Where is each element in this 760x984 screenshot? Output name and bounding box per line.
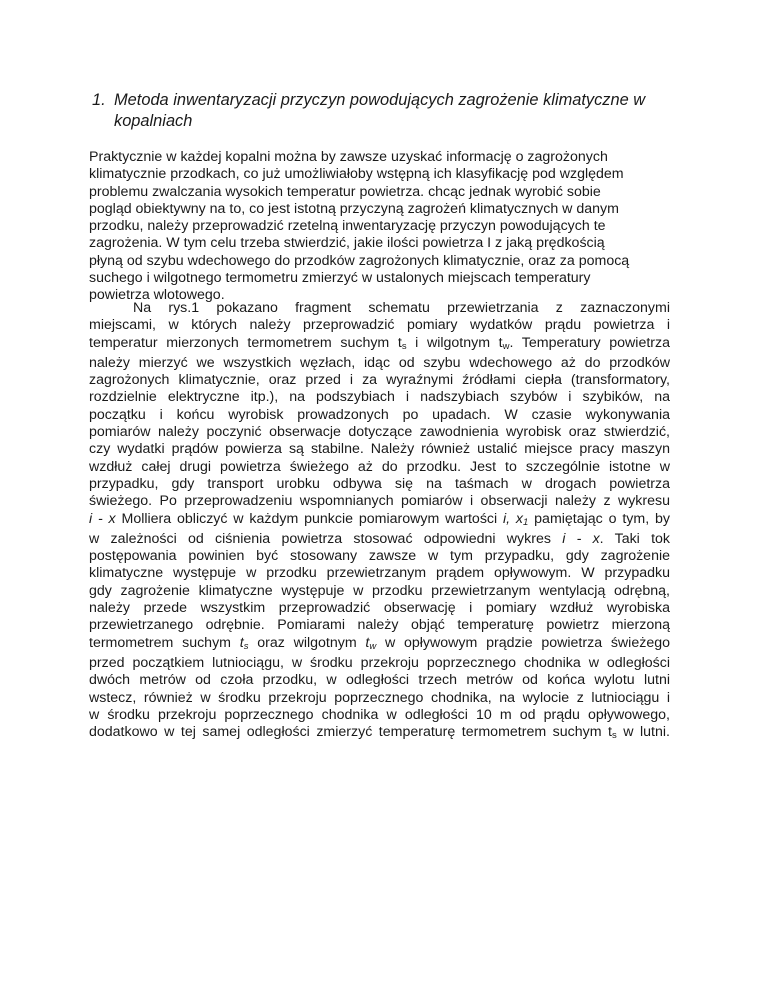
p2-line: należy przede wszystkim przeprowadzić obserwację i pomiary wzdłuż wyrobiska — [89, 600, 670, 617]
p2-line: termometrem suchym $t_s$ oraz wilgotnym $t_w$ w opływowym prądzie powietrza świeżego — [89, 634, 670, 652]
paragraph-1 — [89, 149, 670, 305]
p2-line: należy mierzyć we wszystkich węzłach, idąc od szybu wdechowego aż do przodków — [89, 354, 670, 371]
p2-line: rozdzielnie elektryczne itp.), na podszybiach i nadszybiach szybów i szybików, na — [89, 389, 670, 406]
p2-line: wstecz, również w środku przekroju poprzecznego chodnika, na wylocie z lutniociągu i — [89, 689, 670, 706]
p1-line: Praktycznie w każdej kopalni można by zawsze uzyskać informację o zagrożonych — [89, 149, 608, 165]
p2-line: czy wydatki prądów powierza są stabilne. Należy również ustalić miejsce pracy maszyn — [89, 441, 670, 458]
p2-line: gdy zagrożenie klimatyczne występuje w przodku przewietrzanym wentylacją odrębną, — [89, 582, 670, 599]
p2-line: klimatyczne występuje w przodku przewietrzanym prądem opływowym. W przypadku — [89, 565, 670, 582]
section-heading — [92, 90, 672, 132]
p2-line: początku i końcu wyrobisk prowadzonych po upadach. W czasie wykonywania — [89, 406, 670, 423]
p2-line: wzdłuż całej drugi powietrza świeżego aż do przodku. Jest to szczególnie istotne w — [89, 458, 670, 475]
p2-line: zagrożonych klimatycznie, oraz przed i za wyraźnymi źródłami ciepła (transformatory, — [89, 372, 670, 389]
p1-line: pogląd obiektywny na to, co jest istotną przyczyną zagrożeń klimatycznych w danym — [89, 200, 619, 217]
p2-line: dwóch metrów od czoła przodku, w odległości trzech metrów od końca wylotu lutni — [89, 672, 670, 689]
p1-line: suchego i wilgotnego termometru zmierzyć w ustalonych miejscach temperatury — [89, 270, 591, 287]
p1-line: klimatycznie przodkach, co już umożliwiałoby wstępną ich klasyfikację pod względem — [89, 166, 624, 183]
p2-line: w środku przekroju poprzecznego chodnika w odległości 10 m od prądu opływowego, — [89, 706, 670, 723]
p2-line: postępowania powinien być stosowany zawsze w tym przypadku, gdy zagrożenie — [89, 548, 670, 565]
section-title: Metoda inwentaryzacji przyczyn powodujących zagrożenie klimatyczne w kopalniach — [114, 91, 646, 130]
p2-line: przypadku, gdy transport urobku odbywa się na taśmach w drogach powietrza — [89, 475, 670, 492]
p2-line: dodatkowo w tej samej odległości zmierzyć temperaturę termometrem suchym $t_s$ w lutni. — [89, 724, 670, 742]
p1-line: przodku, należy przeprowadzić rzetelną inwentaryzację przyczyn powodujących te — [89, 218, 606, 235]
p2-line: i - x Molliera obliczyć w każdym punkcie pomiarowym wartości i, $x_1$ pamiętając o tym, by — [89, 510, 670, 528]
p2-line: pomiarów należy poczynić obserwacje dotyczące zawodnienia wyrobisk oraz stwierdzić, — [89, 424, 670, 441]
p2-line: w zależności od ciśnienia powietrza stosować odpowiedni wykres i - x. Taki tok — [89, 530, 670, 547]
section-number: 1. — [92, 91, 106, 109]
paragraph-2 — [89, 300, 670, 744]
p1-line: problemu zwalczania wysokich temperatur powietrza. chcąc jednak wyrobić sobie — [89, 183, 601, 200]
p2-line: Na rys.1 pokazano fragment schematu przewietrzania z zaznaczonymi — [133, 300, 670, 316]
p1-line: zagrożenia. W tym celu trzeba stwierdzić, jakie ilości powietrza I z jaką prędkością — [89, 235, 605, 252]
p2-line: temperatur mierzonych termometrem suchym $t_s$ i wilgotnym $t_w$. Temperatury powietrza — [89, 334, 670, 352]
p2-line: przed początkiem lutniociągu, w środku przekroju poprzecznego chodnika w odległości — [89, 654, 670, 671]
p2-line: miejscami, w których należy przeprowadzić pomiary wydatków prądu powietrza i — [89, 317, 670, 334]
p1-line: płyną od szybu wdechowego do przodków zagrożonych klimatycznie, oraz za pomocą — [89, 252, 630, 269]
p2-line: przewietrzanego odrębnie. Pomiarami należy objąć temperaturę powietrz mierzoną — [89, 617, 670, 634]
p2-line: świeżego. Po przeprowadzeniu wspomnianych pomiarów i obserwacji należy z wykresu — [89, 493, 670, 510]
p1-line: powietrza wlotowego. — [89, 287, 225, 304]
